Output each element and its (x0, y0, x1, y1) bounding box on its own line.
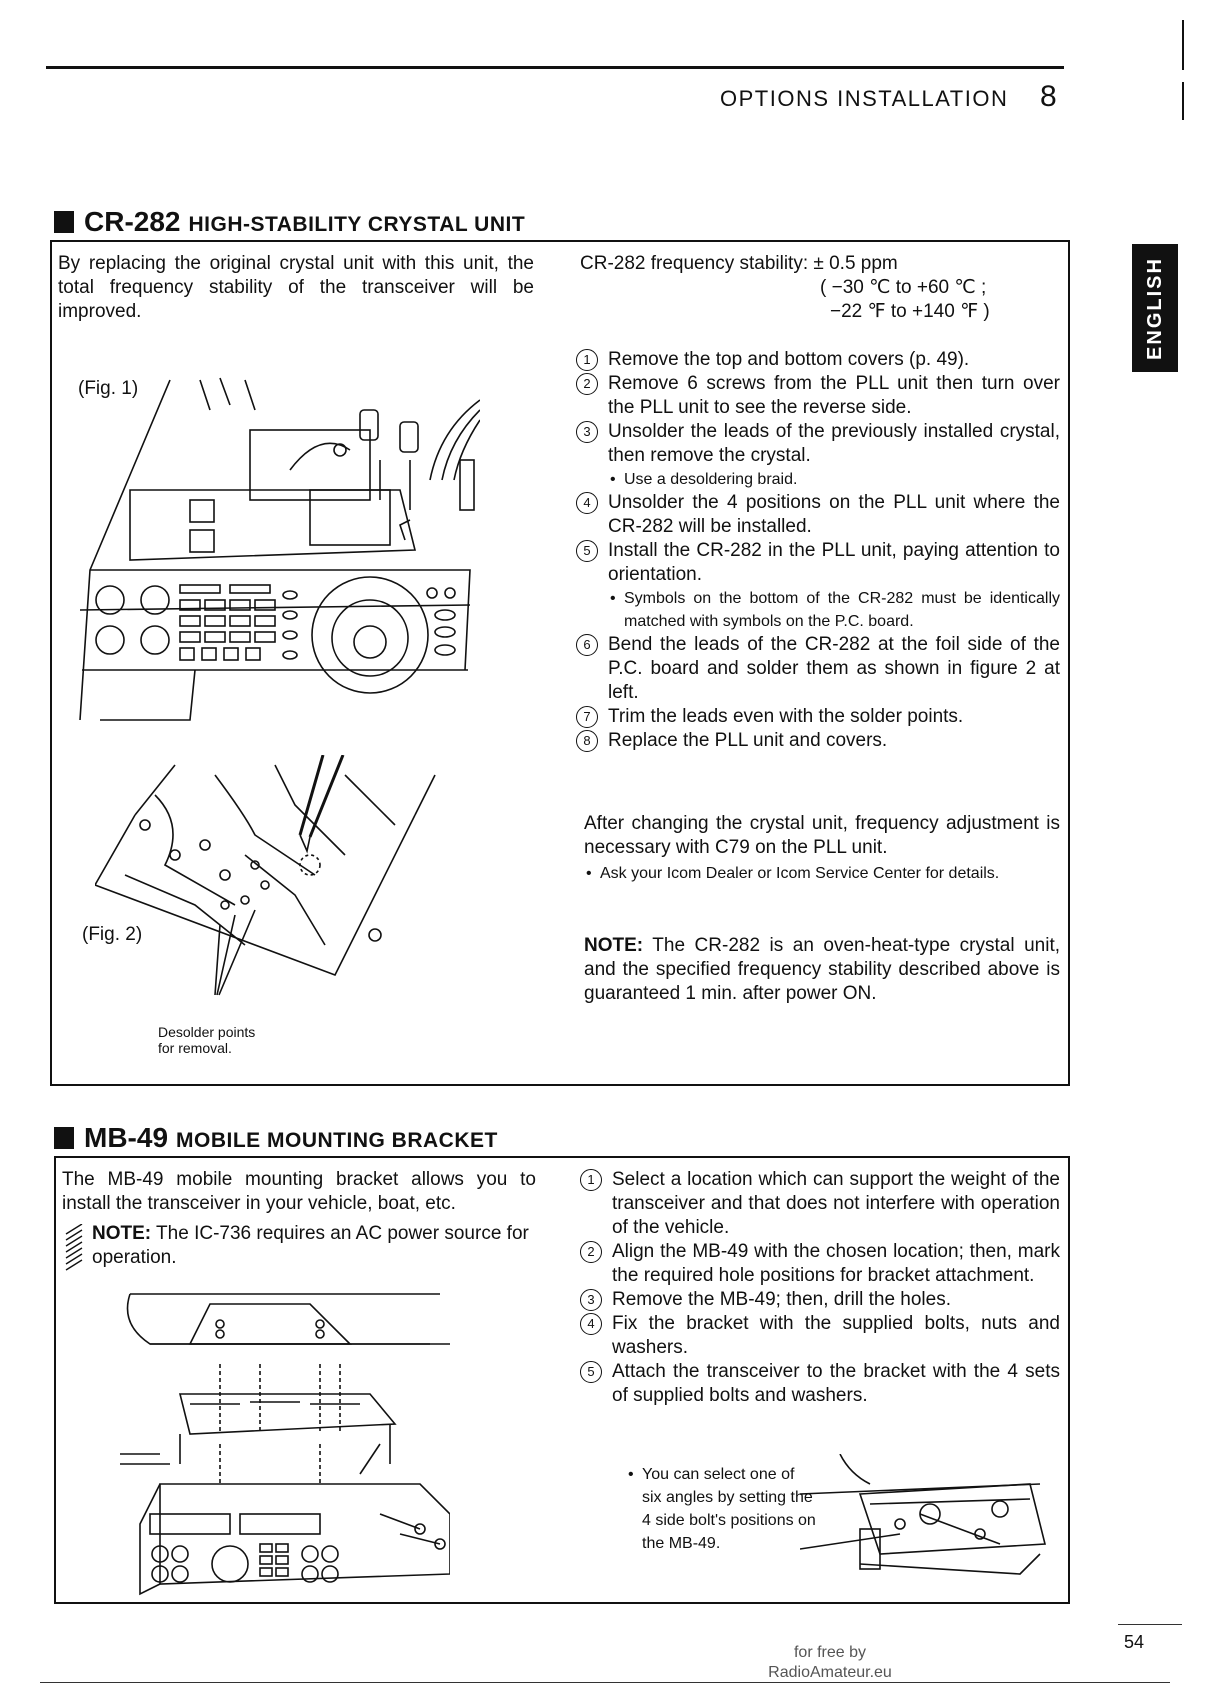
step-number: 4 (580, 1313, 602, 1335)
step-text: Fix the bracket with the supplied bolts, nuts and washers. (612, 1313, 1060, 1358)
cr282-note (584, 934, 1060, 1006)
chapter-number: 8 (1040, 80, 1057, 113)
language-tab (1132, 244, 1178, 372)
step-number: 1 (576, 349, 598, 371)
desolder-caption (158, 1024, 255, 1056)
step-text: Attach the transceiver to the bracket with the 4 sets of supplied bolts and washers. (612, 1361, 1060, 1406)
mb49-model: MB-49 (84, 1122, 169, 1153)
cr282-section-title (54, 206, 525, 238)
note-label: NOTE: (92, 1223, 152, 1244)
desolder-caption-line1: Desolder points (158, 1024, 256, 1040)
edge-mark (1182, 82, 1184, 120)
mb49-subtitle: MOBILE MOUNTING BRACKET (176, 1129, 498, 1152)
step-text: Replace the PLL unit and covers. (608, 730, 888, 751)
step-item (576, 633, 1060, 705)
step-number: 3 (580, 1289, 602, 1311)
edge-mark (1182, 20, 1184, 70)
note-hatch-icon (64, 1224, 84, 1272)
credit-line1: for free by (793, 1644, 867, 1661)
desolder-caption-line2: for removal. (158, 1040, 232, 1056)
step-item (576, 729, 1060, 753)
spec-range-f: −22 ℉ to +140 ℉ ) (830, 301, 990, 322)
page-header-title: OPTIONS INSTALLATION (720, 86, 1009, 111)
page-number: 54 (1124, 1632, 1145, 1652)
step-text: Unsolder the leads of the previously installed crystal, then remove the crystal. (608, 421, 1060, 466)
language-tab-label: ENGLISH (1143, 256, 1166, 360)
fig1-illustration (70, 370, 480, 740)
spec-range-c: ( −30 ℃ to +60 ℃ ; (820, 277, 987, 298)
cr282-model: CR-282 (84, 206, 181, 237)
step-item (576, 420, 1060, 491)
cr282-subtitle: HIGH-STABILITY CRYSTAL UNIT (188, 213, 526, 236)
step3-note: • Use a desoldering braid. (608, 468, 1060, 491)
spec-label: CR-282 frequency stability: (580, 253, 809, 274)
step-text: Remove 6 screws from the PLL unit then turn over the PLL unit to see the reverse side. (608, 373, 1060, 418)
mb49-intro: The MB-49 mobile mounting bracket allows you to install the transceiver in your vehicle, boat, etc. (62, 1169, 536, 1214)
step-number: 2 (576, 373, 598, 395)
credit-line2: RadioAmateur.eu (768, 1664, 892, 1681)
fig2-illustration (95, 755, 465, 1035)
page-number-rule (1118, 1624, 1182, 1625)
note-label: NOTE: (584, 935, 644, 956)
step-text: Bend the leads of the CR-282 at the foil side of the P.C. board and solder them as shown in figure 2 at left. (608, 634, 1060, 703)
step-item (580, 1168, 1060, 1240)
step-item (576, 348, 1060, 372)
step-text: Remove the MB-49; then, drill the holes. (612, 1289, 952, 1310)
step-item (576, 539, 1060, 633)
header-rule (46, 66, 1064, 69)
section-square-icon (54, 1127, 74, 1149)
cr282-spec (580, 252, 1060, 324)
after-change-note: • Ask your Icom Dealer or Icom Service Center for details. (584, 862, 1060, 885)
note-text: The IC-736 requires an AC power source for operation. (92, 1223, 529, 1268)
mb49-illustration (120, 1284, 450, 1600)
step-number: 5 (580, 1361, 602, 1383)
step-item (580, 1312, 1060, 1360)
step-text: Remove the top and bottom covers (p. 49). (608, 349, 970, 370)
step-text: Install the CR-282 in the PLL unit, paying attention to orientation. (608, 540, 1060, 585)
step-number: 4 (576, 492, 598, 514)
step-item (580, 1360, 1060, 1408)
step-number: 8 (576, 730, 598, 752)
step-item (576, 372, 1060, 420)
note-text: The CR-282 is an oven-heat-type crystal unit, and the specified frequency stability described above is guaranteed 1 min. after power ON. (584, 935, 1061, 1004)
step-number: 2 (580, 1241, 602, 1263)
angle-illustration (800, 1454, 1050, 1584)
step-item (580, 1240, 1060, 1288)
angle-note: • You can select one of six angles by setting the 4 side bolt's positions on the MB-49. (626, 1463, 818, 1555)
step-number: 3 (576, 421, 598, 443)
step-text: Trim the leads even with the solder points. (608, 706, 964, 727)
mb49-section-title (54, 1122, 498, 1154)
step5-note: • Symbols on the bottom of the CR-282 must be identically matched with symbols on the P.C. board. (608, 587, 1060, 633)
cr282-intro: By replacing the original crystal unit with this unit, the total frequency stability of the transceiver will be improved. (58, 253, 534, 322)
after-change-text: After changing the crystal unit, frequency adjustment is necessary with C79 on the PLL unit. (584, 813, 1060, 858)
step-number: 6 (576, 634, 598, 656)
bottom-rule (40, 1682, 1170, 1683)
step-text: Align the MB-49 with the chosen location; then, mark the required hole positions for bracket attachment. (612, 1241, 1060, 1286)
cr282-steps (576, 348, 1060, 753)
step-text: Unsolder the 4 positions on the PLL unit where the CR-282 will be installed. (608, 492, 1060, 537)
step-number: 5 (576, 540, 598, 562)
fig1-label: (Fig. 1) (78, 378, 139, 399)
step-number: 7 (576, 706, 598, 728)
spec-value: ± 0.5 ppm (813, 253, 898, 274)
step-number: 1 (580, 1169, 602, 1191)
step-item (576, 491, 1060, 539)
step-text: Select a location which can support the weight of the transceiver and that does not interfere with operation of the vehicle. (612, 1169, 1060, 1238)
mb49-note (62, 1222, 536, 1270)
fig2-label: (Fig. 2) (82, 924, 143, 945)
section-square-icon (54, 211, 74, 233)
step-item (580, 1288, 1060, 1312)
mb49-steps (580, 1168, 1060, 1408)
step-item (576, 705, 1060, 729)
